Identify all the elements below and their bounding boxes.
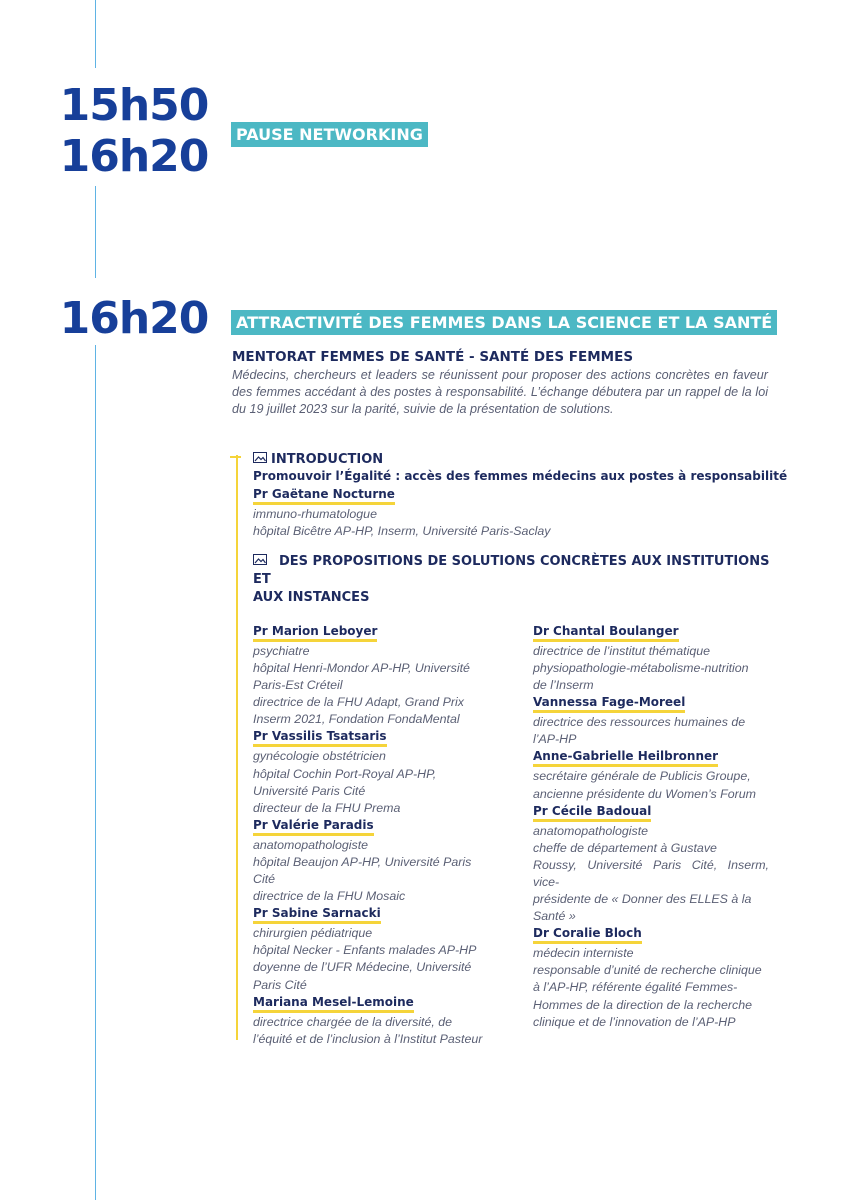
time-start-1: 15h50 [59, 80, 209, 131]
timeline-line-bottom [95, 345, 96, 1200]
speaker-detail: Hommes de la direction de la recherche [533, 997, 753, 1012]
speaker-detail: responsable d’unité de recherche clinique [533, 963, 762, 978]
speaker-name: Vannessa Fage-Moreel [533, 695, 685, 713]
intro-title: Promouvoir l’Égalité : accès des femmes médecins aux postes à responsabilité [253, 469, 788, 483]
speaker-detail: directrice de la FHU Adapt, Grand Prix [253, 695, 464, 710]
solutions-heading-line1: DES PROPOSITIONS DE SOLUTIONS CONCRÈTES AUX INSTITUTIONS ET [253, 554, 770, 587]
speaker-detail: ancienne présidente du Women’s Forum [533, 786, 756, 801]
speaker-detail: à l’AP-HP, référente égalité Femmes- [533, 980, 738, 995]
speaker-detail: de l’Inserm [533, 678, 594, 693]
speaker-detail: l’AP-HP [533, 732, 577, 747]
speaker-detail: l’équité et de l’inclusion à l’Institut Pasteur [253, 1031, 483, 1046]
speaker-detail: directrice des ressources humaines de [533, 715, 746, 730]
speaker-detail: directeur de la FHU Prema [253, 800, 401, 815]
speaker-detail: anatomopathologiste [253, 837, 369, 852]
session-description: Médecins, chercheurs et leaders se réunissent pour proposer des actions concrètes en faveur des femmes accédant à des postes à responsabilité. L’échange débutera par un rappel de la loi du 19 juillet 2023 sur la parité, suivie de la présentation de solutions. [232, 368, 768, 416]
speaker-detail: doyenne de l’UFR Médecine, Université [253, 960, 472, 975]
intro-heading-label: INTRODUCTION [271, 452, 384, 467]
speaker-entry [253, 994, 489, 1048]
session-subtitle: MENTORAT FEMMES DE SANTÉ - SANTÉ DES FEMMES [232, 349, 634, 365]
speaker-detail: physiopathologie-métabolisme-nutrition [533, 661, 749, 676]
speaker-name: Mariana Mesel-Lemoine [253, 995, 414, 1013]
speaker-entry [253, 817, 489, 905]
speaker-entry [533, 803, 769, 926]
solutions-heading-line2: AUX INSTANCES [253, 590, 370, 605]
speaker-entry [533, 694, 769, 748]
speaker-detail: Santé » [533, 909, 576, 924]
speaker-detail: clinique et de l’innovation de l’AP-HP [533, 1014, 736, 1029]
speaker-name: Anne-Gabrielle Heilbronner [533, 749, 718, 767]
speaker-name: Pr Marion Leboyer [253, 624, 377, 642]
speaker-detail: directrice de l’institut thématique [533, 644, 710, 658]
session-tag: ATTRACTIVITÉ DES FEMMES DANS LA SCIENCE ET LA SANTÉ [231, 310, 777, 335]
time-start-2: 16h20 [59, 293, 209, 344]
speaker-detail: présidente de « Donner des ELLES à la [533, 892, 752, 907]
speaker-detail: directrice de la FHU Mosaic [253, 889, 406, 904]
intro-heading [253, 451, 383, 469]
speaker-detail: hôpital Necker - Enfants malades AP-HP [253, 943, 477, 958]
speaker-name: Dr Chantal Boulanger [533, 624, 679, 642]
speaker-detail: chirurgien pédiatrique [253, 926, 373, 941]
speaker-detail: secrétaire générale de Publicis Groupe, [533, 769, 751, 784]
solutions-heading [253, 553, 773, 607]
speaker-detail: Cité [253, 872, 276, 887]
speaker-name: Pr Gaëtane Nocturne [253, 487, 395, 505]
speaker-entry [533, 623, 769, 694]
speaker-detail: hôpital Cochin Port-Royal AP-HP, [253, 766, 437, 781]
speaker-entry [533, 925, 769, 1030]
speaker-detail: cheffe de département à Gustave [533, 840, 717, 855]
speaker-entry [253, 905, 489, 993]
timeline-line-middle [95, 186, 96, 278]
intro-speaker [253, 486, 653, 540]
speaker-detail: Roussy, Université Paris Cité, Inserm, vice- [533, 857, 769, 889]
inner-timeline-tick [230, 456, 241, 458]
speaker-detail: hôpital Bicêtre AP-HP, Inserm, Université Paris-Saclay [253, 524, 551, 539]
speaker-detail: immuno-rhumatologue [253, 507, 377, 521]
image-icon [253, 554, 267, 565]
time-end-1: 16h20 [59, 131, 209, 182]
speaker-detail: hôpital Beaujon AP-HP, Université Paris [253, 854, 472, 869]
speaker-detail: hôpital Henri-Mondor AP-HP, Université [253, 661, 470, 676]
speaker-detail: Paris Cité [253, 977, 307, 992]
speaker-detail: directrice chargée de la diversité, de [253, 1014, 453, 1029]
speaker-detail: Inserm 2021, Fondation FondaMental [253, 712, 460, 727]
inner-timeline-line [236, 455, 238, 1040]
speaker-detail: Paris-Est Créteil [253, 678, 343, 693]
pause-tag: PAUSE NETWORKING [231, 122, 428, 147]
speakers-left-column [253, 623, 489, 1048]
speaker-entry [253, 728, 489, 816]
speaker-detail: gynécologie obstétricien [253, 749, 386, 764]
speaker-detail: Université Paris Cité [253, 783, 366, 798]
speaker-detail: médecin interniste [533, 946, 634, 961]
timeline-line-top [95, 0, 96, 68]
speaker-detail: psychiatre [253, 644, 310, 658]
speaker-name: Dr Coralie Bloch [533, 926, 642, 944]
speaker-name: Pr Sabine Sarnacki [253, 906, 381, 924]
speaker-entry [253, 623, 489, 728]
speaker-name: Pr Vassilis Tsatsaris [253, 729, 387, 747]
speaker-name: Pr Cécile Badoual [533, 804, 651, 822]
speaker-name: Pr Valérie Paradis [253, 818, 374, 836]
image-icon [253, 452, 267, 463]
speaker-entry [533, 748, 769, 802]
speakers-right-column [533, 623, 769, 1031]
speaker-detail: anatomopathologiste [533, 823, 649, 838]
